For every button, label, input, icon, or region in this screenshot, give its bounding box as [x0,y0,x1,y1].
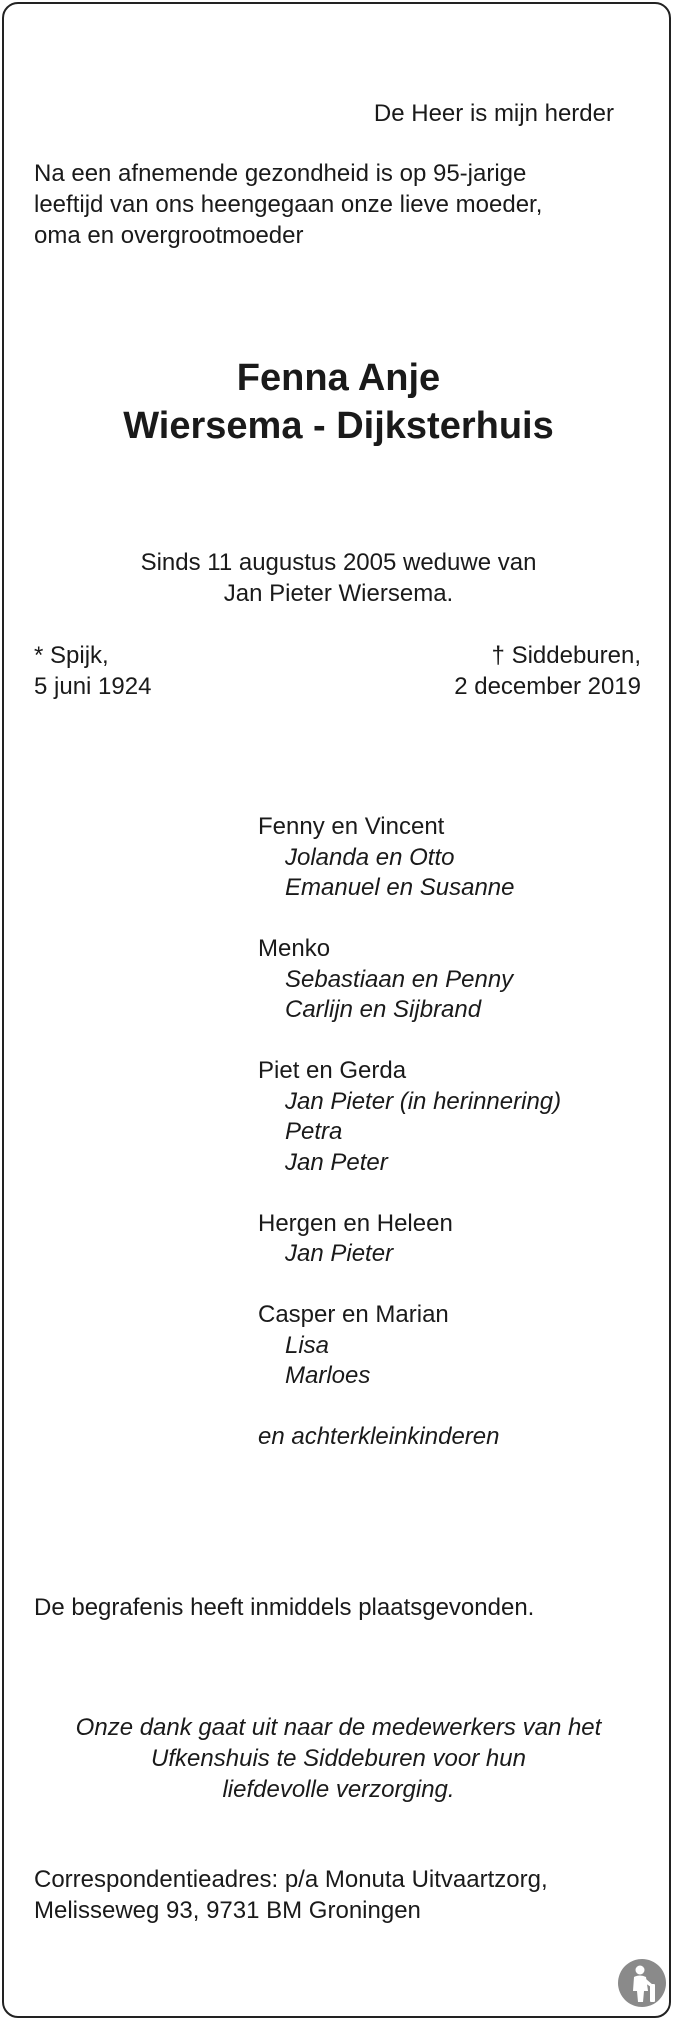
death-date: 2 december 2019 [454,673,641,700]
family-child: Emanuel en Susanne [285,874,515,901]
intro-line: Na een afnemende gezondheid is op 95-jarige [34,160,527,187]
family-parents: Casper en Marian [258,1301,449,1328]
family-group [258,934,561,1026]
birth-info [34,640,151,702]
correspondence-address [34,1864,548,1926]
birth-place: * Spijk, [34,642,109,669]
family-group [258,812,561,904]
family-child: Petra [285,1118,343,1145]
death-info [454,640,641,702]
intro-line: oma en overgrootmoeder [34,222,304,249]
motto: De Heer is mijn herder [373,100,614,127]
family-child: Carlijn en Sijbrand [285,996,482,1023]
thanks-line: Ufkenshuis te Siddeburen voor hun [151,1745,526,1772]
memorial-figure-icon [617,1958,667,2008]
family-group [258,1300,561,1392]
family-parents: Piet en Gerda [258,1057,407,1084]
family-parents: Fenny en Vincent [258,813,445,840]
widow-line: Jan Pieter Wiersema. [223,580,454,607]
correspondence-line: Melisseweg 93, 9731 BM Groningen [34,1897,421,1924]
funeral-note: De begrafenis heeft inmiddels plaatsgevonden. [34,1594,535,1621]
family-child: Marloes [285,1362,371,1389]
family-group [258,1209,561,1270]
family-group [258,1056,561,1178]
family-child: Jan Pieter (in herinnering) [285,1087,562,1115]
deceased-surname: Wiersema - Dijksterhuis [123,405,554,447]
birth-date: 5 juni 1924 [34,673,152,700]
family-list [258,812,561,1453]
family-child: Jolanda en Otto [285,843,455,871]
intro-line: leeftijd van ons heengegaan onze lieve moeder, [34,191,543,218]
thanks-line: liefdevolle verzorging. [222,1776,455,1803]
family-parents: Menko [258,935,331,962]
death-place: † Siddeburen, [491,642,641,669]
family-child: Jan Peter [285,1148,388,1176]
deceased-first-names: Fenna Anje [236,357,441,399]
great-grandchildren-note: en achterkleinkinderen [258,1423,500,1450]
family-child: Sebastiaan en Penny [285,965,514,993]
family-child: Jan Pieter [285,1240,394,1267]
correspondence-line: Correspondentieadres: p/a Monuta Uitvaartzorg, [34,1866,548,1893]
thanks-note [0,1712,677,1805]
widow-line: Sinds 11 augustus 2005 weduwe van [140,549,537,576]
family-parents: Hergen en Heleen [258,1209,453,1237]
thanks-line: Onze dank gaat uit naar de medewerkers van het [75,1714,602,1741]
family-child: Lisa [285,1331,330,1359]
intro-text [34,158,634,251]
